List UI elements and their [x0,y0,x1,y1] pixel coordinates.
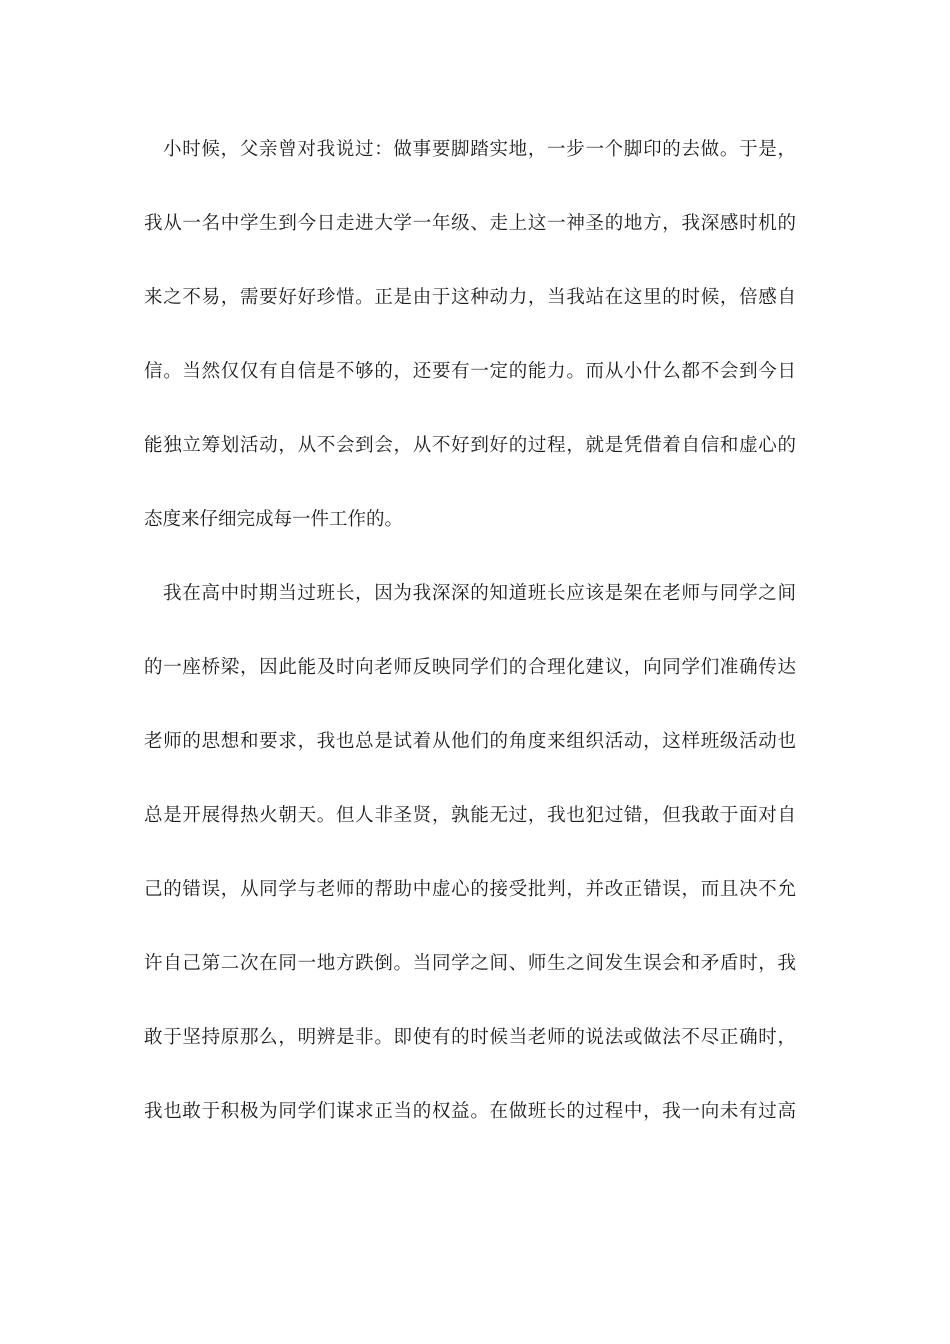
text-line: 己的错误，从同学与老师的帮助中虚心的接受批判，并改正错误，而且决不允 [144,879,796,900]
document-body [144,130,796,1166]
text-line: 老师的思想和要求，我也总是试着从他们的角度来组织活动，这样班级活动也 [144,731,796,752]
text-line: 许自己第二次在同一地方跌倒。当同学之间、师生之间发生误会和矛盾时，我 [144,953,796,974]
text-line: 总是开展得热火朝天。但人非圣贤，孰能无过，我也犯过错，但我敢于面对自 [144,805,796,826]
text-line: 敢于坚持原那么，明辨是非。即使有的时候当老师的说法或做法不尽正确时， [144,1027,796,1048]
text-line: 小时候，父亲曾对我说过：做事要脚踏实地，一步一个脚印的去做。于是， [163,139,796,160]
text-line: 信。当然仅仅有自信是不够的，还要有一定的能力。而从小什么都不会到今日 [144,361,796,382]
text-line: 态度来仔细完成每一件工作的。 [144,509,404,530]
text-line: 我在高中时期当过班长，因为我深深的知道班长应该是架在老师与同学之间 [163,583,796,604]
text-line: 的一座桥梁，因此能及时向老师反映同学们的合理化建议，向同学们准确传达 [144,657,796,678]
text-line: 能独立筹划活动，从不会到会，从不好到好的过程，就是凭借着自信和虚心的 [144,435,796,456]
text-line: 我也敢于积极为同学们谋求正当的权益。在做班长的过程中，我一向未有过高 [144,1101,796,1122]
paragraph-class-monitor [144,574,796,1166]
text-line: 来之不易，需要好好珍惜。正是由于这种动力，当我站在这里的时候，倍感自 [144,287,796,308]
paragraph-childhood [144,130,796,574]
text-line: 我从一名中学生到今日走进大学一年级、走上这一神圣的地方，我深感时机的 [144,213,796,234]
